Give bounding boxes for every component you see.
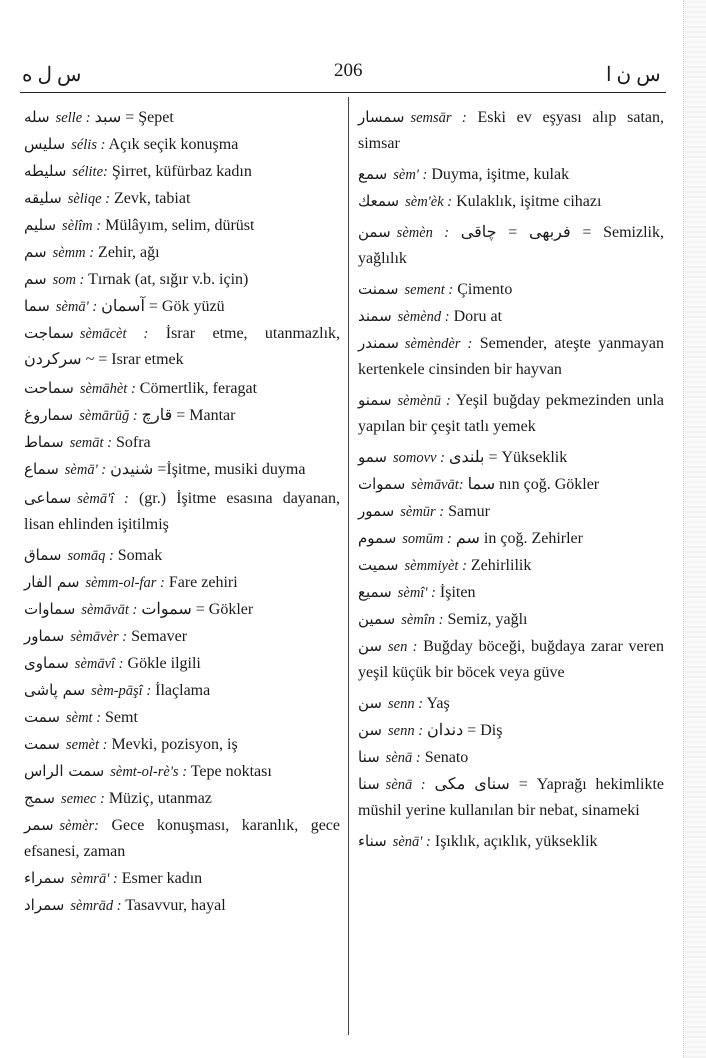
dictionary-entry bbox=[358, 161, 664, 188]
entry-arabic-word: سمور bbox=[358, 502, 395, 520]
entry-arabic-word: سمنو bbox=[358, 391, 392, 409]
entry-arabic-word: سم الفار bbox=[24, 573, 80, 591]
dictionary-entry bbox=[24, 865, 340, 892]
entry-transliteration: sèmāhèt : bbox=[79, 381, 136, 397]
entry-definition: سنای مکی = Yaprağı hekimlikte müshil yerine kullanılan bir nebat, sinameki bbox=[358, 776, 664, 819]
entry-definition: Senato bbox=[424, 749, 469, 766]
dictionary-entry bbox=[358, 471, 664, 498]
entry-arabic-word: سن bbox=[358, 694, 382, 712]
entry-transliteration: semèt : bbox=[65, 737, 108, 753]
dictionary-entry bbox=[358, 104, 664, 157]
entry-arabic-word: سمر bbox=[24, 816, 54, 834]
dictionary-entry bbox=[24, 485, 340, 538]
entry-arabic-word: سماوى bbox=[24, 654, 69, 672]
dictionary-entry bbox=[24, 623, 340, 650]
entry-arabic-word: سمت bbox=[24, 735, 60, 753]
entry-transliteration: sèmāvî : bbox=[74, 656, 124, 672]
entry-arabic-word: سليقه bbox=[24, 189, 62, 207]
entry-transliteration: sen : bbox=[388, 639, 418, 655]
entry-arabic-word: سن bbox=[358, 721, 382, 739]
entry-definition: Işıklık, açıklık, yükseklik bbox=[434, 833, 598, 850]
entry-transliteration: somovv : bbox=[393, 450, 445, 466]
page-header bbox=[0, 56, 706, 92]
dictionary-entry bbox=[24, 677, 340, 704]
entry-transliteration: sèmènd : bbox=[397, 309, 450, 325]
dictionary-entry bbox=[358, 330, 664, 383]
entry-transliteration: sèmî' : bbox=[397, 585, 436, 601]
dictionary-entry bbox=[358, 828, 664, 855]
entry-transliteration: sèmîn : bbox=[401, 612, 444, 628]
entry-arabic-word: سمسار bbox=[358, 108, 405, 126]
entry-definition: سبد = Şepet bbox=[94, 109, 174, 126]
entry-definition: Doru at bbox=[453, 308, 503, 325]
entry-arabic-word: سمين bbox=[358, 610, 396, 628]
entry-arabic-word: سله bbox=[24, 108, 50, 126]
entry-arabic-word: سميت bbox=[358, 556, 399, 574]
dictionary-entry bbox=[24, 104, 340, 131]
column-divider bbox=[348, 97, 349, 1035]
entry-definition: سموات = Gökler bbox=[141, 601, 254, 618]
entry-transliteration: sèlîm : bbox=[62, 218, 102, 234]
entry-transliteration: som : bbox=[52, 272, 85, 288]
entry-transliteration: sèmūr : bbox=[400, 504, 445, 520]
entry-arabic-word: سليس bbox=[24, 135, 66, 153]
entry-definition: Fare zehiri bbox=[168, 574, 238, 591]
entry-definition: Gökle ilgili bbox=[127, 655, 201, 672]
entry-definition: Zevk, tabiat bbox=[113, 190, 191, 207]
entry-transliteration: sènā' : bbox=[392, 834, 431, 850]
entry-transliteration: semsār : bbox=[410, 110, 467, 126]
entry-transliteration: sèm-pāşî : bbox=[91, 683, 152, 699]
dictionary-entry bbox=[24, 731, 340, 758]
entry-arabic-word: سم پاشى bbox=[24, 681, 86, 699]
dictionary-entry bbox=[24, 785, 340, 812]
entry-transliteration: sèmèr: bbox=[59, 818, 99, 834]
entry-transliteration: sènā : bbox=[385, 750, 421, 766]
entry-transliteration: sènā : bbox=[385, 777, 426, 793]
entry-transliteration: sèmāvāt : bbox=[81, 602, 138, 618]
header-left-letters: س ل ه bbox=[22, 64, 82, 86]
entry-definition: Samur bbox=[448, 503, 490, 520]
entry-definition: بلندى = Yükseklik bbox=[448, 449, 568, 466]
entry-transliteration: somāq : bbox=[67, 548, 114, 564]
entry-definition: (gr.) İşitme esasına dayanan, lisan ehlinden işitilmiş bbox=[24, 490, 340, 533]
entry-transliteration: somūm : bbox=[402, 531, 452, 547]
entry-transliteration: sèmèndèr : bbox=[404, 336, 473, 352]
entry-definition: سما nın çoğ. Gökler bbox=[467, 476, 600, 493]
entry-arabic-word: سماحت bbox=[24, 379, 74, 397]
dictionary-entry bbox=[358, 525, 664, 552]
entry-arabic-word: سماجت bbox=[24, 324, 74, 342]
entry-definition: Tepe noktası bbox=[190, 763, 272, 780]
entry-arabic-word: سمو bbox=[358, 448, 387, 466]
dictionary-entry bbox=[358, 387, 664, 440]
dictionary-entry bbox=[24, 266, 340, 293]
entry-arabic-word: سمج bbox=[24, 789, 55, 807]
page-edge-strip bbox=[683, 0, 706, 1058]
entry-arabic-word: سماط bbox=[24, 433, 64, 451]
dictionary-entry bbox=[358, 771, 664, 824]
dictionary-entry bbox=[358, 188, 664, 215]
entry-transliteration: sèmm : bbox=[52, 245, 95, 261]
entry-definition: سم in çoğ. Zehirler bbox=[455, 530, 583, 547]
entry-arabic-word: سموات bbox=[358, 475, 406, 493]
dictionary-entry bbox=[358, 498, 664, 525]
dictionary-entry bbox=[24, 402, 340, 429]
entry-transliteration: sélite: bbox=[72, 164, 108, 180]
dictionary-entry bbox=[358, 690, 664, 717]
entry-definition: Açık seçik konuşma bbox=[108, 136, 239, 153]
entry-definition: Semaver bbox=[131, 628, 188, 645]
entry-transliteration: sèmācèt : bbox=[79, 326, 149, 342]
dictionary-entry bbox=[358, 219, 664, 272]
entry-arabic-word: سمندر bbox=[358, 334, 399, 352]
entry-transliteration: sèmènū : bbox=[397, 393, 451, 409]
dictionary-entry bbox=[24, 212, 340, 239]
entry-arabic-word: سمنت bbox=[358, 280, 399, 298]
entry-definition: Zehir, ağı bbox=[98, 244, 160, 261]
entry-definition: شنيدن =İşitme, musiki duyma bbox=[110, 461, 306, 478]
entry-transliteration: sèliqe : bbox=[67, 191, 110, 207]
entry-arabic-word: سمراد bbox=[24, 896, 65, 914]
entry-definition: Şirret, küfürbaz kadın bbox=[111, 163, 252, 180]
entry-transliteration: semāt : bbox=[69, 435, 112, 451]
entry-arabic-word: سموم bbox=[358, 529, 397, 547]
entry-transliteration: sèmā' : bbox=[55, 299, 98, 315]
entry-definition: Zehirlilik bbox=[470, 557, 532, 574]
entry-definition: آسمان = Gök yüzü bbox=[101, 298, 225, 315]
entry-definition: Somak bbox=[117, 547, 163, 564]
header-right-letters: س ن ا bbox=[606, 64, 661, 86]
entry-transliteration: sement : bbox=[404, 282, 454, 298]
dictionary-entry bbox=[24, 812, 340, 865]
entry-arabic-word: سليطه bbox=[24, 162, 67, 180]
entry-definition: Çimento bbox=[457, 281, 513, 298]
entry-arabic-word: سمت bbox=[24, 708, 60, 726]
entry-definition: Sofra bbox=[115, 434, 151, 451]
dictionary-entry bbox=[24, 429, 340, 456]
entry-arabic-word: سمع bbox=[358, 165, 388, 183]
dictionary-entry bbox=[24, 158, 340, 185]
entry-definition: Yaş bbox=[426, 695, 450, 712]
entry-definition: Kulaklık, işitme cihazı bbox=[456, 193, 602, 210]
entry-arabic-word: سمراء bbox=[24, 869, 65, 887]
dictionary-entry bbox=[24, 758, 340, 785]
entry-definition: Mevki, pozisyon, iş bbox=[111, 736, 238, 753]
entry-transliteration: sélis : bbox=[71, 137, 106, 153]
entry-transliteration: sèmt : bbox=[65, 710, 102, 726]
entry-arabic-word: سمعك bbox=[358, 192, 400, 210]
entry-transliteration: sèmm-ol-far : bbox=[85, 575, 165, 591]
entry-transliteration: sèmā' : bbox=[64, 462, 107, 478]
dictionary-entry bbox=[24, 569, 340, 596]
entry-arabic-word: سليم bbox=[24, 216, 57, 234]
dictionary-entry bbox=[358, 633, 664, 686]
dictionary-entry bbox=[24, 320, 340, 373]
entry-definition: Semender, ateşte yanmayan kertenkele cinsinden bir hayvan bbox=[358, 335, 664, 378]
entry-definition: Gece konuşması, karanlık, gece efsanesi, zaman bbox=[24, 817, 341, 860]
entry-definition: فربهى = چاقى = Semizlik, yağlılık bbox=[358, 224, 664, 267]
entry-transliteration: sèm' : bbox=[393, 167, 428, 183]
header-rule bbox=[20, 92, 666, 93]
entry-definition: Duyma, işitme, kulak bbox=[431, 166, 570, 183]
entry-arabic-word: سما bbox=[24, 297, 50, 315]
right-column bbox=[358, 104, 664, 855]
entry-transliteration: sèmt-ol-rè's : bbox=[110, 764, 188, 780]
entry-definition: Mülâyım, selim, dürüst bbox=[105, 217, 255, 234]
dictionary-entry bbox=[24, 375, 340, 402]
entry-arabic-word: سميع bbox=[358, 583, 392, 601]
entry-arabic-word: سنا bbox=[358, 775, 380, 793]
entry-arabic-word: سمت الراس bbox=[24, 762, 105, 780]
dictionary-entry bbox=[358, 444, 664, 471]
dictionary-entry bbox=[24, 892, 340, 919]
dictionary-entry bbox=[358, 552, 664, 579]
entry-arabic-word: سم bbox=[24, 243, 47, 261]
entry-definition: Eski ev eşyası alıp satan, simsar bbox=[358, 109, 664, 152]
entry-transliteration: semec : bbox=[60, 791, 105, 807]
dictionary-entry bbox=[24, 185, 340, 212]
entry-definition: Semiz, yağlı bbox=[447, 611, 528, 628]
entry-transliteration: sèm'èk : bbox=[405, 194, 453, 210]
entry-definition: Müziç, utanmaz bbox=[108, 790, 212, 807]
dictionary-entry bbox=[358, 579, 664, 606]
entry-transliteration: sèmāvāt: bbox=[411, 477, 464, 493]
entry-transliteration: sèmā'î : bbox=[77, 491, 129, 507]
entry-definition: Yeşil buğday pekmezinden unla yapılan bir çeşit tatlı yemek bbox=[358, 392, 664, 435]
entry-definition: İsrar etme, utanmazlık, سرکردن ~ = Israr etmek bbox=[24, 325, 341, 368]
entry-definition: İlaçlama bbox=[155, 682, 211, 699]
entry-transliteration: sèmāvèr : bbox=[70, 629, 128, 645]
entry-arabic-word: سماع bbox=[24, 460, 59, 478]
entry-definition: İşiten bbox=[439, 584, 476, 601]
entry-definition: Tasavvur, hayal bbox=[125, 897, 226, 914]
page-number: 206 bbox=[334, 60, 363, 81]
dictionary-entry bbox=[24, 239, 340, 266]
entry-transliteration: sèmārūğ : bbox=[79, 408, 138, 424]
dictionary-entry bbox=[358, 606, 664, 633]
entry-arabic-word: سماق bbox=[24, 546, 62, 564]
entry-definition: Tırnak (at, sığır v.b. için) bbox=[88, 271, 249, 288]
entry-arabic-word: سنا bbox=[358, 748, 380, 766]
entry-transliteration: sèmmiyèt : bbox=[404, 558, 467, 574]
entry-arabic-word: سن bbox=[358, 637, 382, 655]
entry-definition: Buğday böceği, buğdaya zarar veren yeşil küçük bir böcek veya güve bbox=[358, 638, 664, 681]
dictionary-entry bbox=[24, 542, 340, 569]
dictionary-entry bbox=[24, 704, 340, 731]
entry-arabic-word: سمند bbox=[358, 307, 392, 325]
entry-arabic-word: سماعى bbox=[24, 489, 72, 507]
dictionary-entry bbox=[24, 131, 340, 158]
entry-arabic-word: سماروغ bbox=[24, 406, 74, 424]
entry-arabic-word: سمن bbox=[358, 223, 391, 241]
dictionary-entry bbox=[358, 717, 664, 744]
entry-transliteration: senn : bbox=[388, 723, 424, 739]
entry-definition: دندان = Diş bbox=[427, 722, 503, 739]
entry-arabic-word: سماوات bbox=[24, 600, 76, 618]
entry-transliteration: sèmrā' : bbox=[70, 871, 118, 887]
dictionary-entry bbox=[24, 456, 340, 483]
entry-transliteration: sèmrād : bbox=[70, 898, 122, 914]
dictionary-entry bbox=[358, 744, 664, 771]
dictionary-entry bbox=[358, 303, 664, 330]
entry-definition: Semt bbox=[105, 709, 138, 726]
entry-arabic-word: سماور bbox=[24, 627, 65, 645]
entry-transliteration: selle : bbox=[55, 110, 91, 126]
entry-arabic-word: سم bbox=[24, 270, 47, 288]
left-column bbox=[24, 104, 340, 919]
entry-definition: Esmer kadın bbox=[121, 870, 203, 887]
dictionary-entry bbox=[24, 596, 340, 623]
entry-transliteration: senn : bbox=[388, 696, 424, 712]
dictionary-entry bbox=[358, 276, 664, 303]
dictionary-entry bbox=[24, 293, 340, 320]
entry-definition: قارچ = Mantar bbox=[141, 407, 236, 424]
dictionary-entry bbox=[24, 650, 340, 677]
entry-definition: Cömertlik, feragat bbox=[139, 380, 258, 397]
entry-arabic-word: سناء bbox=[358, 832, 387, 850]
entry-transliteration: sèmèn : bbox=[396, 225, 450, 241]
